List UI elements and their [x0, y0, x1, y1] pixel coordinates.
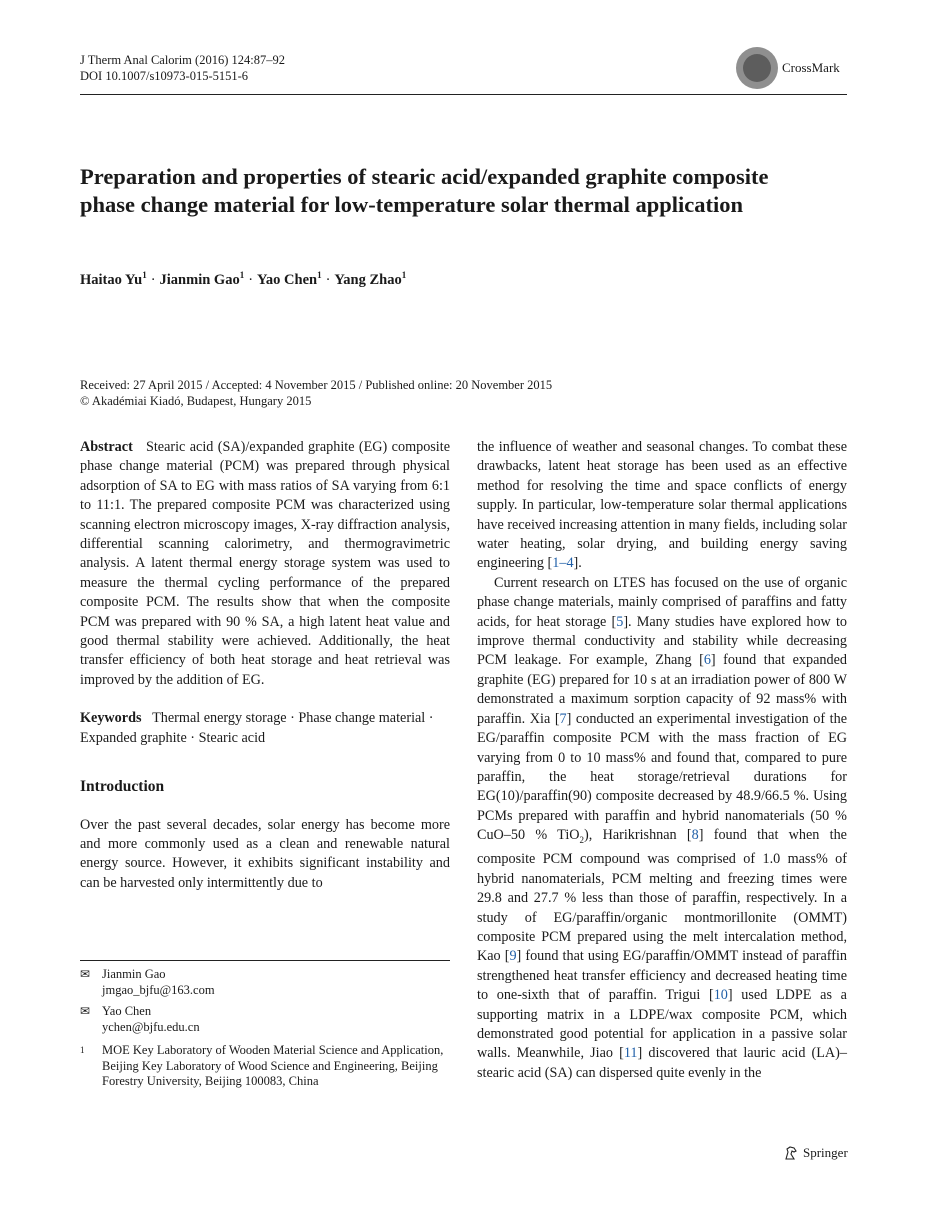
left-column [80, 438, 450, 893]
corresponding-author [80, 967, 450, 998]
envelope-icon: ✉ [80, 1004, 91, 1018]
citation-link[interactable]: 8 [691, 827, 699, 844]
journal-citation: J Therm Anal Calorim (2016) 124:87–92 [80, 53, 285, 67]
citation-link[interactable]: 5 [616, 613, 624, 630]
abstract [80, 438, 450, 690]
keywords-text: Thermal energy storage · Phase change material · Expanded graphite · Stearic acid [80, 710, 434, 746]
author[interactable]: Yao Chen$^1$ [257, 270, 322, 288]
crossmark-label: CrossMark [782, 60, 840, 75]
paper-title: Preparation and properties of stearic acid/expanded graphite composite phase change material for low-temperature solar thermal application [80, 164, 769, 217]
contact-name: Jianmin Gao [102, 967, 166, 981]
author[interactable]: Jianmin Gao$^1$ [159, 270, 245, 288]
citation-link[interactable]: 6 [703, 652, 711, 669]
contact-email[interactable]: ychen@bjfu.edu.cn [102, 1019, 200, 1034]
publisher-logo [783, 1145, 848, 1161]
journal-header [80, 52, 285, 84]
abstract-label: Abstract [80, 439, 133, 455]
intro-paragraph: Over the past several decades, solar energy has become more and more commonly used as a clean and renewable natural energy source. However, it exhibits significant instability and can be harvested only intermittently due to [80, 816, 450, 891]
citation-link[interactable]: 9 [509, 948, 517, 965]
author[interactable]: Yang Zhao$^1$ [334, 270, 407, 288]
publication-info [80, 377, 552, 409]
crossmark-badge[interactable] [736, 47, 840, 89]
author[interactable]: Haitao Yu$^1$ [80, 270, 147, 288]
right-column [477, 438, 847, 1083]
copyright: © Akadémiai Kiadó, Budapest, Hungary 2015 [80, 394, 312, 408]
author-list: Haitao $Yu^1$ · Jianmin Gao$^1$ · Yao Chen$^1$ · Yang Zhao$^1$ [80, 270, 407, 288]
citation-link[interactable]: 1–4 [552, 555, 574, 572]
citation-link[interactable]: 11 [623, 1045, 638, 1062]
keywords-label: Keywords [80, 710, 142, 727]
publisher-name: Springer [803, 1145, 848, 1160]
affiliation-mark: 1 [80, 1045, 85, 1055]
section-heading-introduction: Introduction [80, 778, 165, 796]
corresponding-author [80, 1004, 450, 1035]
crossmark-icon [736, 47, 778, 89]
publication-dates: Received: 27 April 2015 / Accepted: 4 November 2015 / Published online: 20 November 2015 [80, 378, 553, 392]
header-rule [80, 94, 847, 95]
keywords [80, 709, 450, 748]
intro-paragraph: Current research on LTES has focused on the use of organic phase change materials, mainly comprised of paraffins and fatty acids, for heat storage [5]. Many studies have explored how to improve thermal conductivity and stability while decreasing PCM leakage. For example, Zhang [6] found that expanded graphite (EG) prepared for 10 s at an irradiation power of 800 W demonstrated a maximum sorption capacity of 92 mass% with paraffin. Xia [7] conducted an experimental investigation of the EG/paraffin composite PCM with the mass fraction of EG varying from 0 to 10 mass% and found that, compared to pure paraffin, the heat storage/retrieval durations for EG(10)/paraffin(90) composite decreased by 48.9/66.5 %. Using PCMs prepared with paraffin and hybrid nanomaterials (50 % CuO–50 % TiO$_2$), Harikrishnan [8] found that when the composite PCM compound was comprised of 1.0 mass% of hybrid nanomaterials, PCM melting and freezing times were 29.8 and 27.7 % less than those of paraffin, respectively. In a study of EG/paraffin/organic montmorillonite (OMMT) composite PCM prepared using the melt intercalation method, Kao [9] found that using EG/paraffin/OMMT instead of paraffin strengthened heat transfer efficiency and decreased heating time to one-sixth that of paraffin. Trigui [10] used LDPE as a supporting matrix in a LDPE/wax composite PCM, which demonstrated good potential for application in a passive solar walls. Meanwhile, Jiao [11] discovered that lauric acid (LA)–stearic acid (SA) can dispersed quite evenly in the [477, 574, 847, 1081]
footnote-rule [80, 960, 450, 961]
contact-name: Yao Chen [102, 1004, 152, 1018]
citation-link[interactable]: 10 [713, 987, 728, 1004]
affiliation [80, 1043, 450, 1090]
doi[interactable]: DOI 10.1007/s10973-015-5151-6 [80, 69, 249, 83]
envelope-icon: ✉ [80, 967, 91, 981]
contact-email[interactable]: jmgao_bjfu@163.com [102, 982, 215, 997]
citation-link[interactable]: 7 [559, 710, 567, 727]
footnotes [80, 967, 450, 1096]
springer-horse-icon [783, 1145, 799, 1161]
affiliation-text: MOE Key Laboratory of Wooden Material Science and Application, Beijing Key Laboratory of Wood Science and Engineering, Beijing Forestry University, Beijing 100083, China [102, 1043, 444, 1088]
intro-paragraph-continued: the influence of weather and seasonal changes. To combat these drawbacks, latent heat storage has been used as an effective method for resolving the time and space conflicts of energy supply. In particular, low-temperature solar thermal applications have received increasing attention in many fields, including solar water heating, solar drying, and building energy saving engineering [1–4]. [477, 439, 847, 572]
abstract-text: Stearic acid (SA)/expanded graphite (EG) composite phase change material (PCM) was prepared through physical adsorption of SA to EG with mass ratios of SA varying from 6:1 to 11:1. The prepared composite PCM was characterized using scanning electron microscopy images, X-ray diffraction analysis, differential scanning calorimetry, and thermogravimetric analysis. A latent thermal energy storage system was used to measure the thermal cycling performance of the prepared composite PCM. The results show that when the composite PCM was prepared with 90 % SA, a high latent heat value and good thermal stability were achieved. Additionally, the heat transfer efficiency of both heat storage and heat retrieval was improved by the addition of EG. [80, 439, 450, 688]
